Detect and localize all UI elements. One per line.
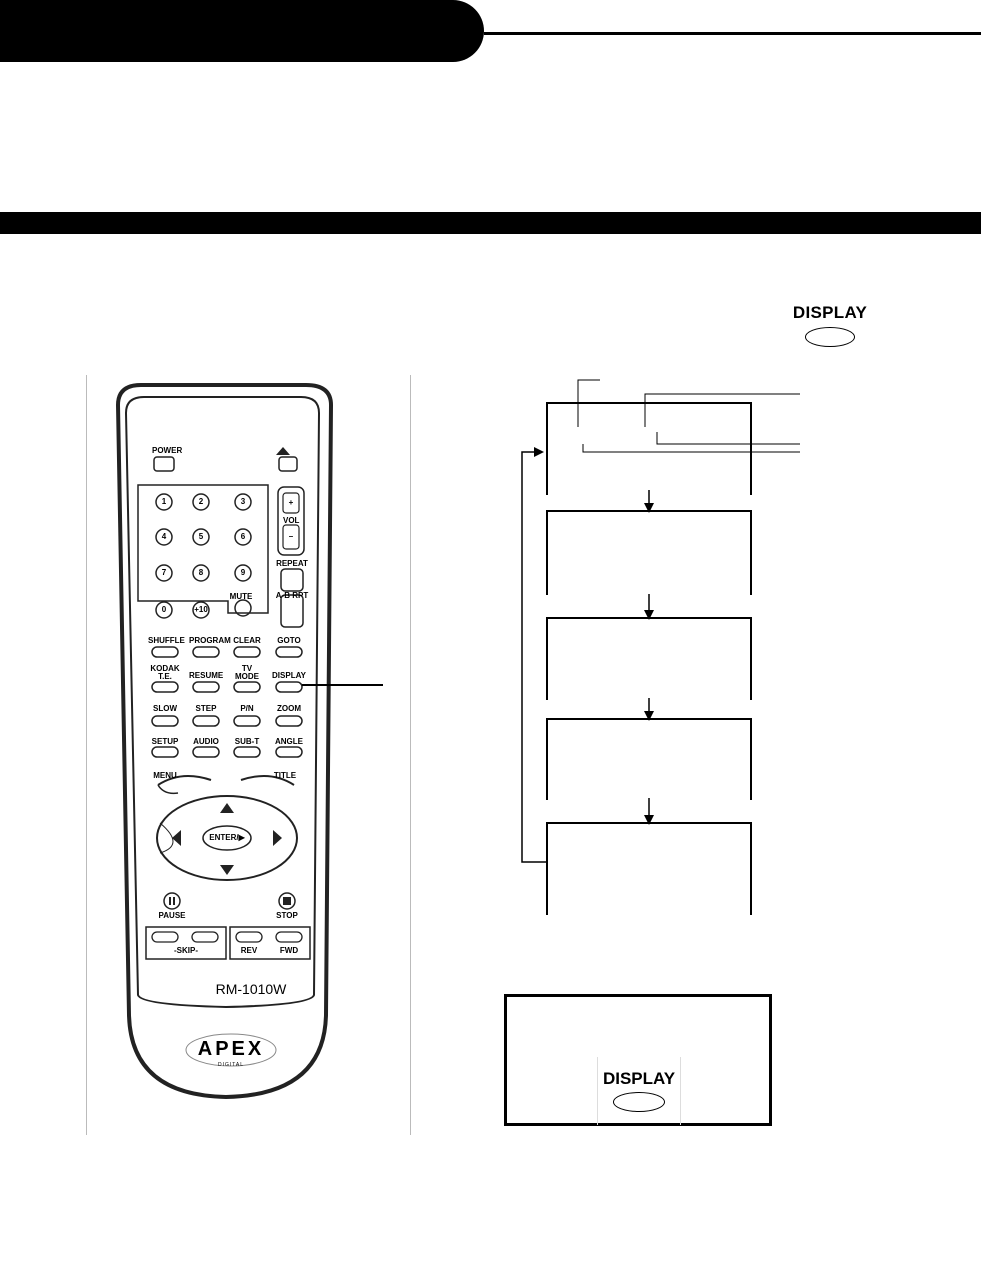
- header-pill: [0, 0, 484, 62]
- resume-label: RESUME: [189, 671, 224, 680]
- note-box: [504, 994, 772, 1126]
- ab-rpt-label: A-B RPT: [275, 591, 309, 600]
- display-label-remote: DISPLAY: [272, 671, 306, 680]
- digit-4: 4: [161, 532, 167, 541]
- display-cycle-diagram: [500, 370, 820, 920]
- digit-6: 6: [240, 532, 246, 541]
- digit-0: 0: [161, 605, 167, 614]
- subt-label: SUB-T: [234, 737, 260, 746]
- digit-5: 5: [198, 532, 204, 541]
- digit-3: 3: [240, 497, 246, 506]
- menu-label: MENU: [153, 771, 177, 780]
- vol-minus: –: [288, 532, 294, 541]
- pause-label: PAUSE: [158, 911, 186, 920]
- remote-brand-sub: DIGITAL: [217, 1062, 245, 1068]
- repeat-label: REPEAT: [276, 559, 308, 568]
- remote-model: RM-1010W: [215, 981, 287, 997]
- title-label: TITLE: [273, 771, 297, 780]
- vol-label: VOL: [283, 516, 300, 525]
- display-button-illustration: [780, 303, 880, 353]
- stop-label: STOP: [276, 911, 298, 920]
- enter-label: ENTER/▶: [209, 833, 245, 842]
- note-display-oval: [613, 1092, 665, 1112]
- setup-label: SETUP: [151, 737, 179, 746]
- digit-7: 7: [161, 568, 167, 577]
- digit-9: 9: [240, 568, 246, 577]
- shuffle-label: SHUFFLE: [148, 636, 185, 645]
- remote-illustration: [86, 375, 411, 1135]
- digit-2: 2: [198, 497, 204, 506]
- goto-label: GOTO: [277, 636, 301, 645]
- panel-5: [547, 823, 751, 915]
- digit-8: 8: [198, 568, 204, 577]
- fwd-label: FWD: [279, 946, 299, 955]
- clear-label: CLEAR: [233, 636, 261, 645]
- vol-plus: +: [288, 498, 294, 507]
- display-button-oval: [805, 327, 855, 347]
- note-display-button: [597, 1057, 681, 1125]
- remote-brand-logo: APEX: [197, 1038, 265, 1060]
- rev-label: REV: [240, 946, 258, 955]
- panel-2: [547, 511, 751, 595]
- note-display-label: DISPLAY: [602, 1069, 676, 1088]
- program-label: PROGRAM: [189, 636, 231, 645]
- digit-plus10: +10: [194, 605, 208, 614]
- section-bar: [0, 212, 981, 234]
- step-label: STEP: [195, 704, 217, 713]
- tv-mode-label: TV MODE: [235, 664, 259, 681]
- remote-body-svg: [86, 375, 411, 1135]
- mute-label: MUTE: [229, 592, 253, 601]
- kodak-label: KODAK T.E.: [150, 664, 180, 681]
- zoom-label: ZOOM: [277, 704, 301, 713]
- panel-3: [547, 618, 751, 700]
- digit-1: 1: [161, 497, 167, 506]
- power-label: POWER: [152, 446, 183, 455]
- display-button-label: DISPLAY: [792, 303, 868, 322]
- panel-4: [547, 719, 751, 800]
- audio-label: AUDIO: [193, 737, 219, 746]
- slow-label: SLOW: [153, 704, 177, 713]
- angle-label: ANGLE: [275, 737, 303, 746]
- header-rule: [484, 32, 981, 35]
- pn-label: P/N: [240, 704, 254, 713]
- skip-label: -SKIP-: [174, 946, 198, 955]
